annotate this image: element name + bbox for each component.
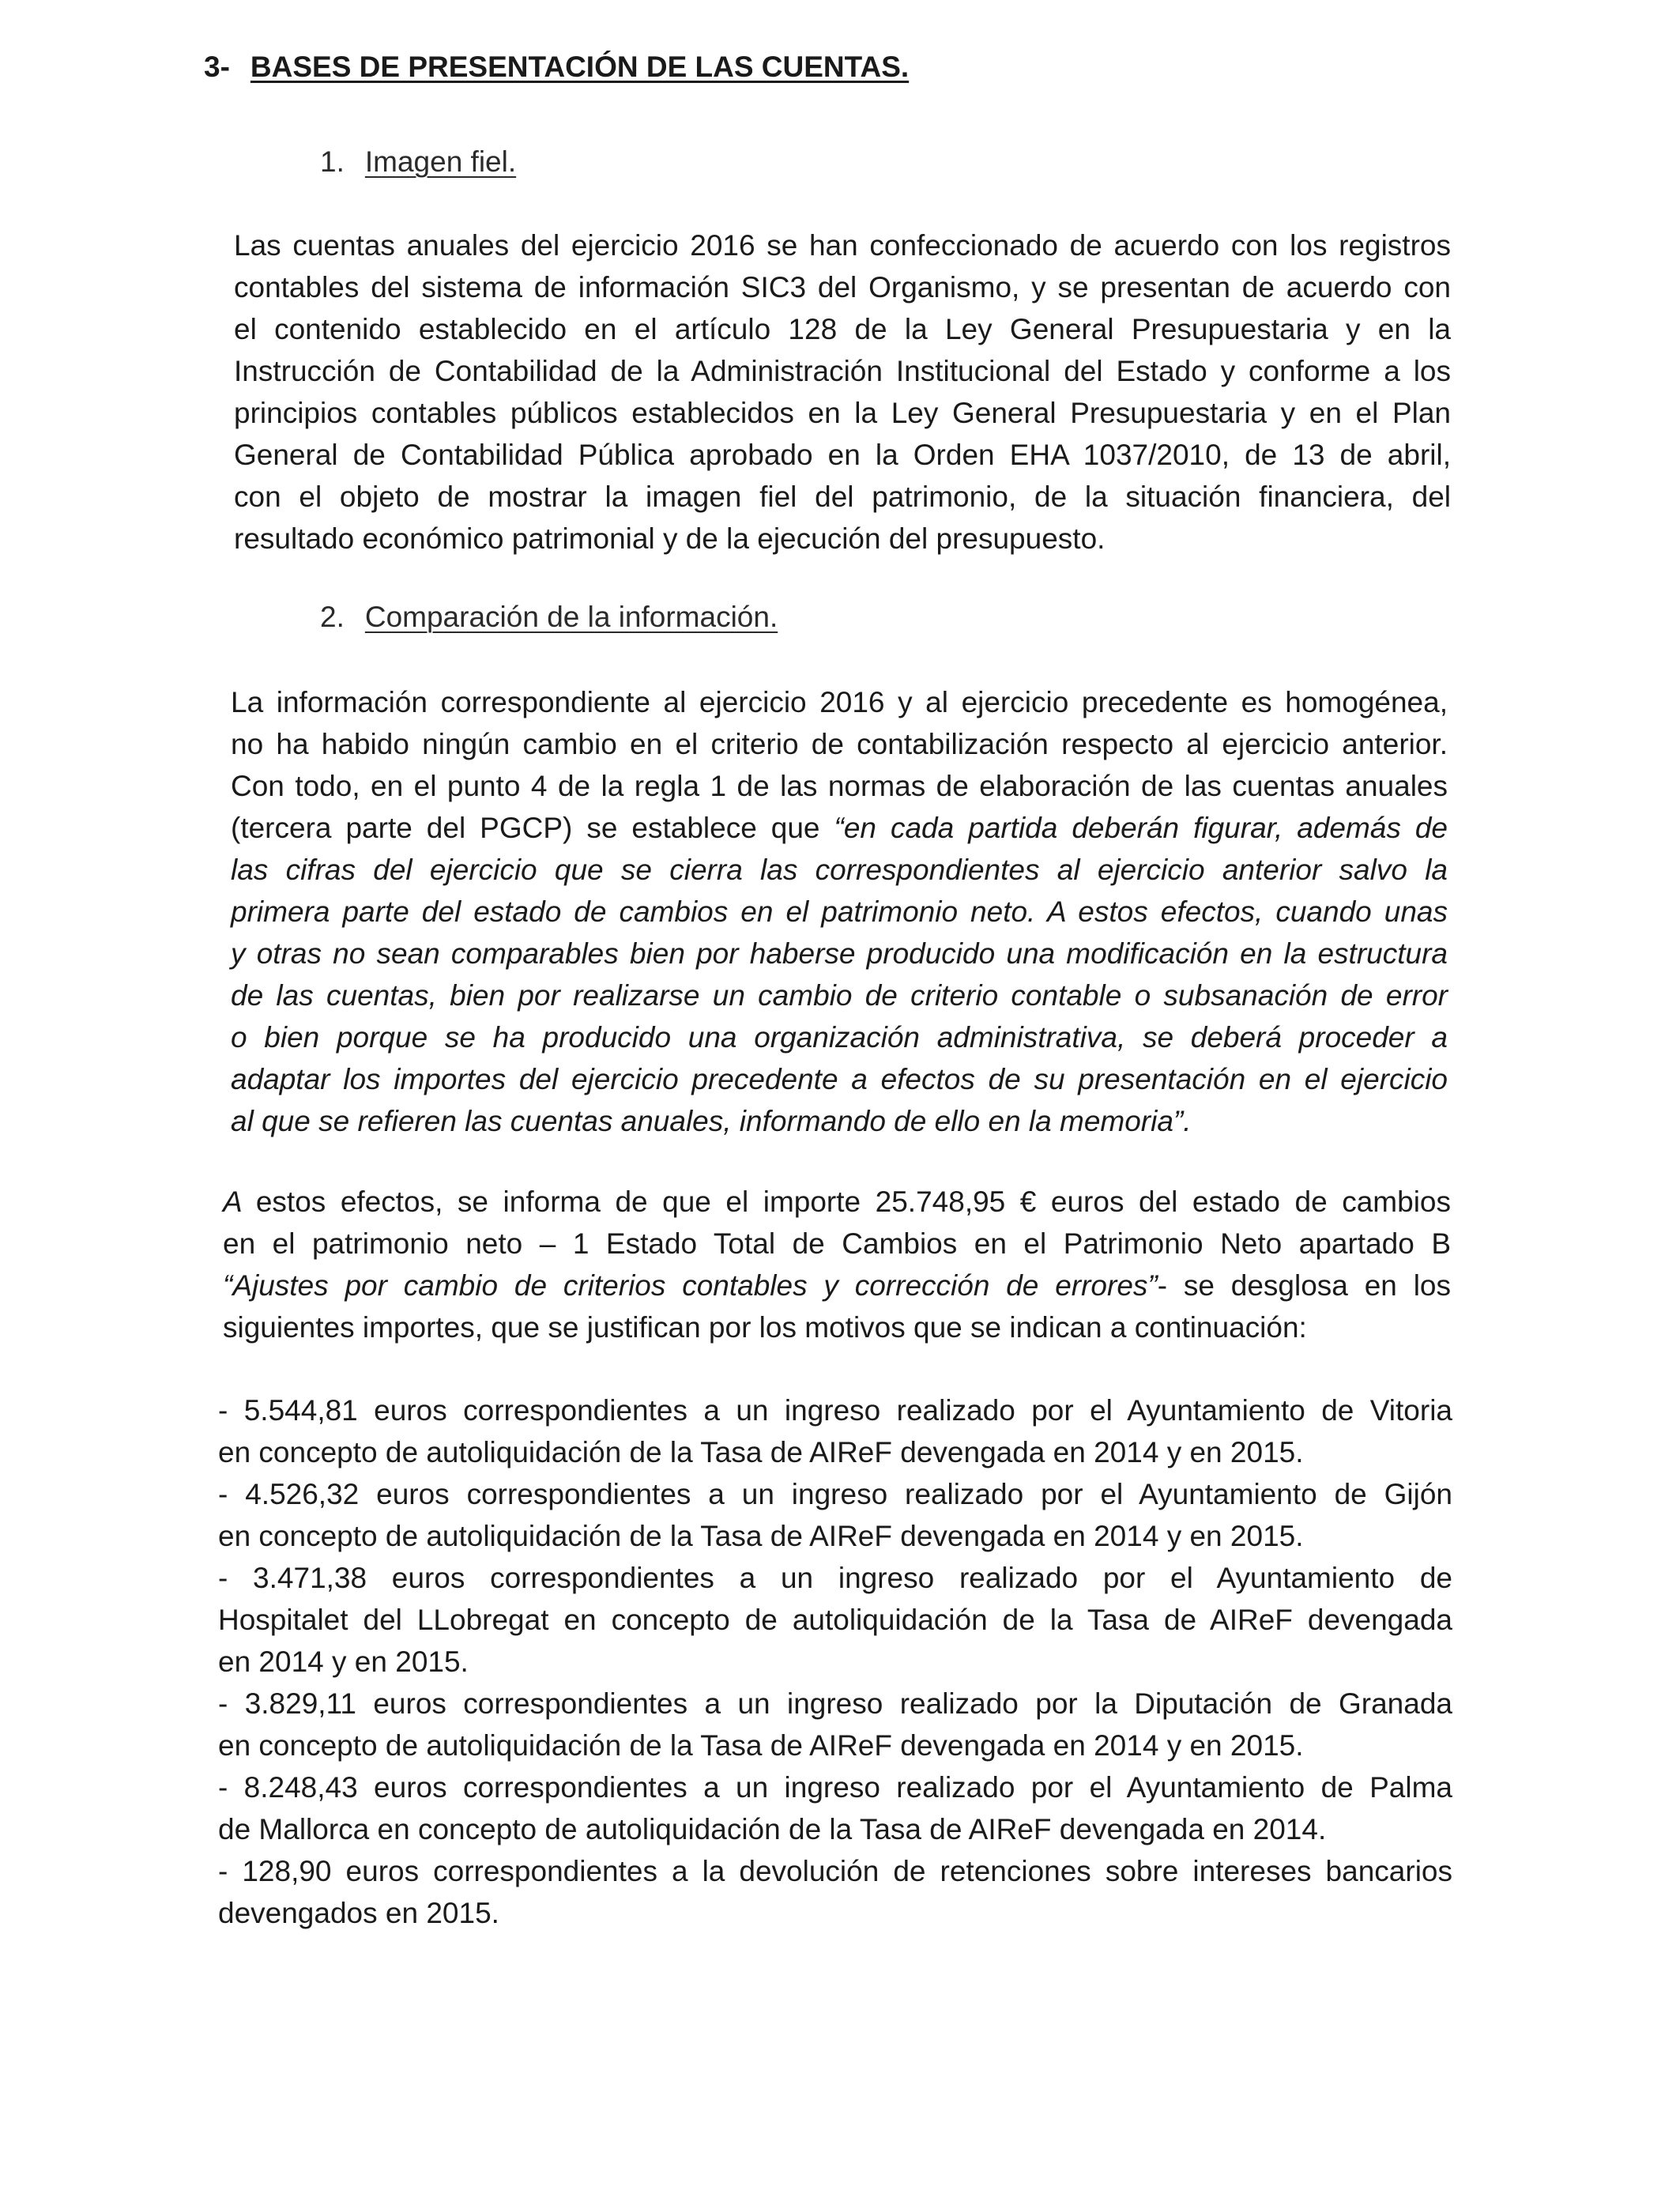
- subsection-heading-comparacion: [320, 601, 778, 634]
- text-plain: estos efectos, se informa de que el importe 25.748,95 € euros del estado de cambios: [255, 1186, 1451, 1218]
- paragraph-line: en el patrimonio neto – 1 Estado Total de Cambios en el Patrimonio Neto apartado B: [223, 1227, 1451, 1260]
- paragraph-line-mixed: [223, 1265, 1451, 1306]
- list-item: - 3.471,38 euros correspondientes a un ingreso realizado por el Ayuntamiento de: [218, 1562, 1452, 1594]
- breakdown-list: [218, 1389, 1452, 1934]
- section-number: 3-: [204, 51, 230, 83]
- paragraph-line-mixed: [223, 1181, 1451, 1223]
- subsection-heading-imagen-fiel: [320, 145, 516, 179]
- list-item-continuation: Hospitalet del LLobregat en concepto de autoliquidación de la Tasa de AIReF devengada: [218, 1604, 1452, 1636]
- subsection-number: 2.: [320, 601, 345, 633]
- paragraph-line: Las cuentas anuales del ejercicio 2016 se han confeccionado de acuerdo con los registros: [234, 229, 1451, 262]
- paragraph-line: siguientes importes, que se justifican por los motivos que se indican a continuación:: [223, 1311, 1307, 1344]
- quote-line: las cifras del ejercicio que se cierra las correspondientes al ejercicio anterior salvo la: [231, 854, 1448, 886]
- list-item-continuation: en concepto de autoliquidación de la Tasa de AIReF devengada en 2014 y en 2015.: [218, 1520, 1304, 1552]
- paragraph-line: General de Contabilidad Pública aprobado en la Orden EHA 1037/2010, de 13 de abril,: [234, 439, 1451, 471]
- paragraph-line: con el objeto de mostrar la imagen fiel del patrimonio, de la situación financiera, del: [234, 481, 1451, 513]
- text-italic: A: [223, 1186, 256, 1218]
- paragraph-line: La información correspondiente al ejercicio 2016 y al ejercicio precedente es homogénea,: [231, 686, 1448, 718]
- paragraph-line: contables del sistema de información SIC3 del Organismo, y se presentan de acuerdo con: [234, 271, 1451, 303]
- text-quote-italic: “Ajustes por cambio de criterios contables y corrección de errores”: [223, 1269, 1158, 1302]
- section-title: BASES DE PRESENTACIÓN DE LAS CUENTAS.: [250, 51, 910, 83]
- paragraph-line-mixed: [231, 807, 1448, 849]
- list-item-continuation: de Mallorca en concepto de autoliquidación de la Tasa de AIReF devengada en 2014.: [218, 1813, 1327, 1845]
- quote-line: de las cuentas, bien por realizarse un cambio de criterio contable o subsanación de error: [231, 979, 1448, 1012]
- paragraph-line: principios contables públicos establecidos en la Ley General Presupuestaria y en el Plan: [234, 397, 1451, 429]
- quote-line: primera parte del estado de cambios en el patrimonio neto. A estos efectos, cuando unas: [231, 895, 1448, 928]
- list-item: - 128,90 euros correspondientes a la devolución de retenciones sobre intereses bancarios: [218, 1855, 1452, 1887]
- paragraph-line: no ha habido ningún cambio en el criterio de contabilización respecto al ejercicio anterior.: [231, 728, 1448, 760]
- text-plain: (tercera parte del PGCP) se establece que: [231, 812, 834, 844]
- subsection-title: Imagen fiel.: [364, 145, 517, 178]
- quote-line: y otras no sean comparables bien por haberse producido una modificación en la estructura: [231, 937, 1448, 970]
- subsection-title: Comparación de la información.: [364, 601, 778, 633]
- paragraph-line: Con todo, en el punto 4 de la regla 1 de las normas de elaboración de las cuentas anuales: [231, 770, 1448, 802]
- paragraph-imagen-fiel: [234, 224, 1451, 560]
- list-item: - 3.829,11 euros correspondientes a un ingreso realizado por la Diputación de Granada: [218, 1687, 1452, 1720]
- paragraph-line: el contenido establecido en el artículo 128 de la Ley General Presupuestaria y en la: [234, 313, 1451, 345]
- list-item-continuation: en concepto de autoliquidación de la Tasa de AIReF devengada en 2014 y en 2015.: [218, 1436, 1304, 1468]
- list-item: - 4.526,32 euros correspondientes a un ingreso realizado por el Ayuntamiento de Gijón: [218, 1478, 1452, 1510]
- section-heading: [204, 51, 909, 84]
- list-item-continuation: en concepto de autoliquidación de la Tasa de AIReF devengada en 2014 y en 2015.: [218, 1729, 1304, 1762]
- quote-line: o bien porque se ha producido una organización administrativa, se deberá proceder a: [231, 1021, 1448, 1054]
- paragraph-line: resultado económico patrimonial y de la ejecución del presupuesto.: [234, 522, 1106, 555]
- paragraph-line: Instrucción de Contabilidad de la Administración Institucional del Estado y conforme a los: [234, 355, 1451, 387]
- quote-line: al que se refieren las cuentas anuales, informando de ello en la memoria”.: [231, 1105, 1192, 1137]
- text-plain: - se desglosa en los: [1157, 1269, 1451, 1302]
- list-item: - 5.544,81 euros correspondientes a un ingreso realizado por el Ayuntamiento de Vitoria: [218, 1394, 1452, 1427]
- text-quote-italic: “en cada partida deberán figurar, además de: [834, 812, 1448, 844]
- list-item: - 8.248,43 euros correspondientes a un ingreso realizado por el Ayuntamiento de Palma: [218, 1771, 1452, 1804]
- paragraph-comparacion: [231, 681, 1448, 1142]
- paragraph-importe: [223, 1181, 1451, 1348]
- quote-line: adaptar los importes del ejercicio precedente a efectos de su presentación en el ejercicio: [231, 1063, 1448, 1095]
- subsection-number: 1.: [320, 145, 345, 178]
- list-item-continuation: en 2014 y en 2015.: [218, 1646, 469, 1678]
- list-item-continuation: devengados en 2015.: [218, 1897, 499, 1929]
